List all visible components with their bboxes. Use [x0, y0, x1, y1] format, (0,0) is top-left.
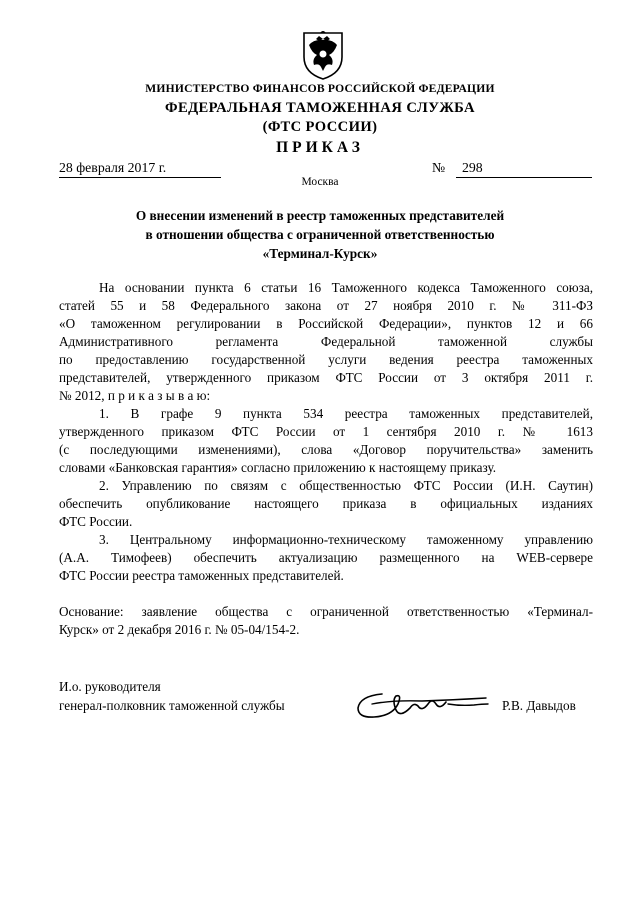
city: Москва [301, 176, 339, 188]
preamble-line: «О таможенном регулировании в Российской Федерации», пунктов 12 и 66 [59, 316, 593, 331]
number-sign: № [432, 160, 446, 175]
item-1-line: (с последующими изменениями), слова «Договор поручительства» заменить [59, 442, 593, 457]
item-2-line: 2. Управлению по связям с общественностью ФТС России (И.Н. Саутин) [99, 478, 593, 493]
item-2-line: обеспечить опубликование настоящего приказа в официальных изданиях [59, 496, 593, 511]
preamble-line: Административного регламента Федеральной таможенной службы [59, 334, 593, 349]
signer-rank: генерал-полковник таможенной службы [59, 698, 285, 713]
item-1-line: словами «Банковская гарантия» согласно приложению к настоящему приказу. [59, 460, 497, 475]
document-number: 298 [462, 160, 483, 175]
item-1-line: 1. В графе 9 пункта 534 реестра таможенных представителей, [99, 406, 593, 421]
service-name: ФЕДЕРАЛЬНАЯ ТАМОЖЕННАЯ СЛУЖБА [165, 100, 475, 116]
document-type: ПРИКАЗ [276, 139, 364, 156]
preamble-line: представителей, утвержденного приказом ФТС России от 3 октября 2011 г. [59, 370, 593, 385]
service-abbreviation: (ФТС РОССИИ) [262, 119, 378, 135]
item-3-line: ФТС России реестра таможенных представителей. [59, 568, 344, 583]
preamble-line: № 2012, п р и к а з ы в а ю: [59, 388, 211, 403]
order-title-line: «Терминал-Курск» [262, 246, 378, 261]
coat-of-arms-icon [300, 27, 346, 81]
preamble-line: по предоставлению государственной услуги ведения реестра таможенных [59, 352, 593, 367]
preamble-line: статей 55 и 58 Федерального закона от 27 ноября 2010 г. № 311-ФЗ [59, 298, 593, 313]
order-title-line: О внесении изменений в реестр таможенных представителей [135, 208, 505, 223]
handwritten-signature [352, 686, 492, 724]
item-3-line: 3. Центральному информационно-техническому таможенному управлению [99, 532, 593, 547]
basis-line: Основание: заявление общества с ограниченной ответственностью «Терминал- [59, 604, 593, 619]
item-2-line: ФТС России. [59, 514, 133, 529]
ministry-name: МИНИСТЕРСТВО ФИНАНСОВ РОССИЙСКОЙ ФЕДЕРАЦИИ [145, 82, 495, 95]
signer-role: И.о. руководителя [59, 679, 161, 694]
document-date: 28 февраля 2017 г. [59, 160, 167, 175]
signer-name: Р.В. Давыдов [502, 698, 576, 713]
order-title-line: в отношении общества с ограниченной ответственностью [145, 227, 495, 242]
preamble-line: На основании пункта 6 статьи 16 Таможенного кодекса Таможенного союза, [99, 280, 593, 295]
item-1-line: утвержденного приказом ФТС России от 1 сентября 2010 г. № 1613 [59, 424, 593, 439]
item-3-line: (А.А. Тимофеев) обеспечить актуализацию размещенного на WEB-сервере [59, 550, 593, 565]
basis-line: Курск» от 2 декабря 2016 г. № 05-04/154-2. [59, 622, 300, 637]
